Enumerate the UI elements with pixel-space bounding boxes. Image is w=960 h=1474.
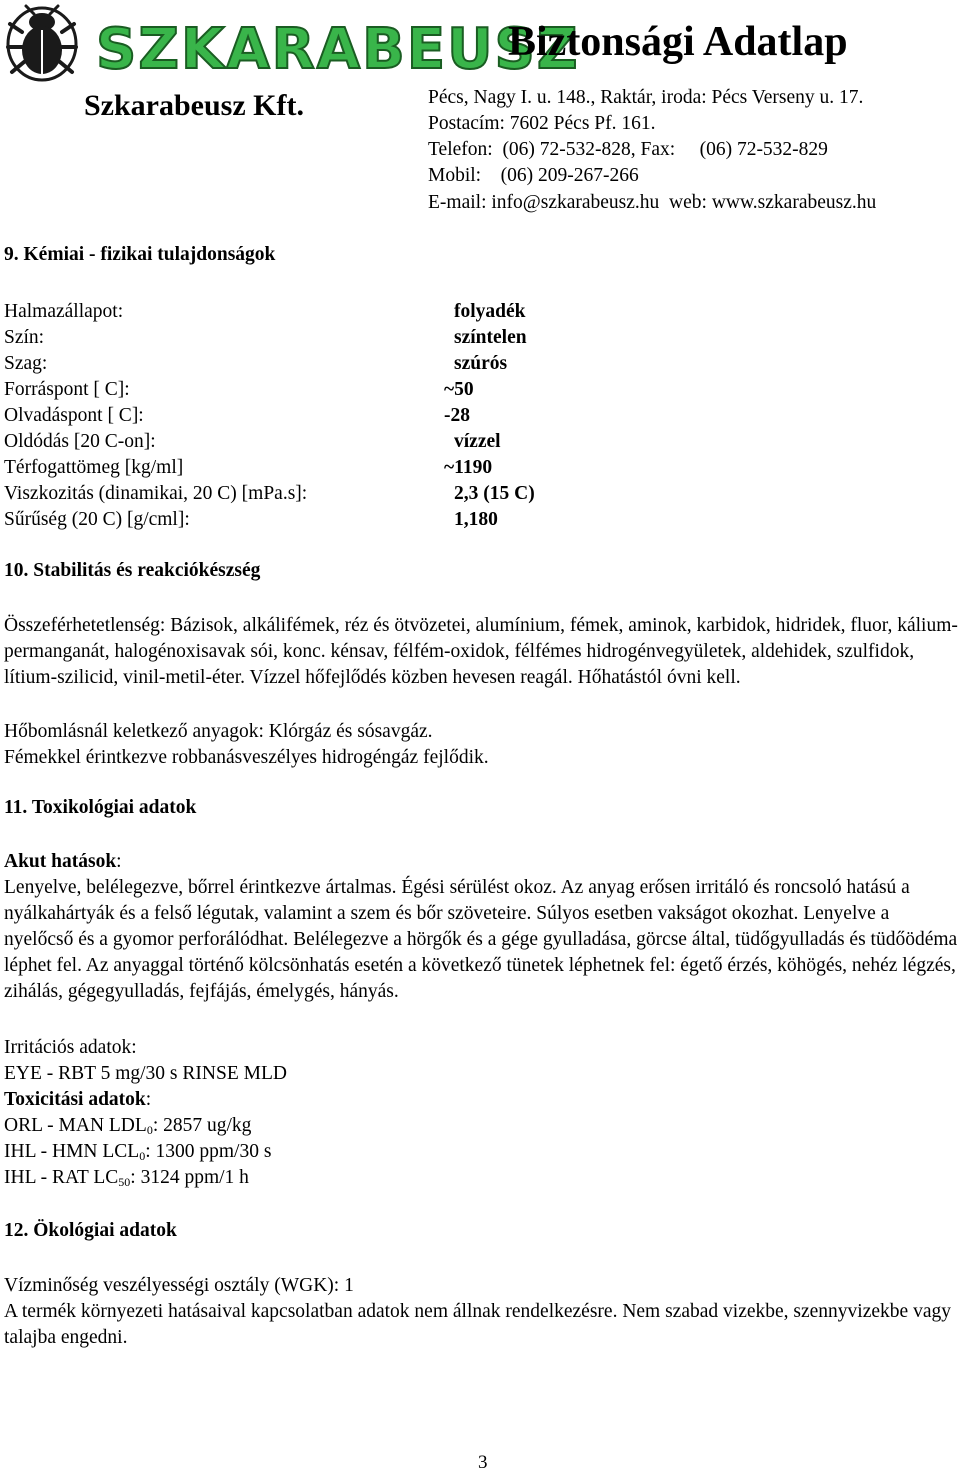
property-value: ~50 [444, 379, 474, 400]
ecology-text: A termék környezeti hatásaival kapcsolatban adatok nem állnak rendelkezésre. Nem szabad vizekbe, szennyvizekbe vagy talajba engedni. [4, 1301, 951, 1348]
property-value: színtelen [454, 327, 527, 348]
property-value: szúrós [454, 353, 508, 374]
property-label: Térfogattömeg [kg/ml] [4, 457, 184, 478]
scarab-icon [8, 6, 76, 80]
property-label: Oldódás [20 C-on]: [4, 431, 156, 452]
acute-effects-colon: : [116, 851, 122, 872]
toxicity-entry [4, 1165, 249, 1195]
property-value: 1,180 [454, 509, 498, 530]
toxicity-entry-text: ORL - MAN LDL [4, 1115, 147, 1136]
section-11-heading: 11. Toxikológiai adatok [4, 797, 197, 818]
property-label: Szag: [4, 353, 48, 374]
property-label: Viszkozitás (dinamikai, 20 C) [mPa.s]: [4, 483, 308, 504]
property-value: folyadék [454, 301, 526, 322]
contact-address: Pécs, Nagy I. u. 148., Raktár, iroda: Pécs Verseny u. 17. [428, 87, 864, 108]
property-label: Forráspont [ C]: [4, 379, 130, 400]
wgk-class: Vízminőség veszélyességi osztály (WGK): 1 [4, 1275, 354, 1296]
toxicity-label: Toxicitási adatok [4, 1089, 146, 1110]
property-value: ~1190 [444, 457, 493, 478]
property-value: vízzel [454, 431, 501, 452]
page-number: 3 [478, 1452, 488, 1473]
property-label: Szín: [4, 327, 45, 348]
property-label: Olvadáspont [ C]: [4, 405, 144, 426]
acute-effects-heading [4, 849, 122, 875]
toxicity-entry-text: IHL - RAT LC [4, 1167, 119, 1188]
toxicity-heading [4, 1087, 151, 1113]
company-logo [2, 2, 580, 82]
toxicity-entry-value: : 1300 ppm/30 s [145, 1141, 272, 1162]
scarab-logo-icon [2, 2, 580, 82]
toxicity-entry-subscript: 50 [118, 1175, 131, 1189]
decomposition-products: Hőbomlásnál keletkező anyagok: Klórgáz és sósavgáz. [4, 721, 433, 742]
property-value: -28 [444, 405, 470, 426]
property-value: 2,3 (15 C) [454, 483, 535, 504]
irritation-value: EYE - RBT 5 mg/30 s RINSE MLD [4, 1063, 287, 1084]
document-title: Biztonsági Adatlap [508, 19, 848, 65]
company-name: Szkarabeusz Kft. [84, 89, 304, 122]
property-label: Sűrűség (20 C) [g/cml]: [4, 509, 190, 530]
contact-email-web: E-mail: info@szkarabeusz.hu web: www.szkarabeusz.hu [428, 192, 877, 213]
incompatibility-paragraph: Összeférhetetlenség: Bázisok, alkálifémek, réz és ötvözetei, alumínium, fémek, aminok, karbidok, hidridek, fluor, kálium-permanganát, halogénoxisavak sói, konc. kénsav, félfém-oxidok, félfémes hidrogénvegyületek, aldehidek, szulfidok, lítium-szilicid, vinil-metil-éter. Vízzel hőfejlődés közben hevesen reagál. Hőhatástól óvni kell. [4, 615, 958, 688]
logo-wordmark: SZKARABEUSZ [96, 17, 580, 82]
toxicity-colon: : [145, 1089, 152, 1110]
section-10-heading: 10. Stabilitás és reakciókészség [4, 560, 261, 581]
metal-contact-warning: Fémekkel érintkezve robbanásveszélyes hidrogéngáz fejlődik. [4, 747, 489, 768]
toxicity-entry-text: IHL - HMN LCL [4, 1141, 140, 1162]
acute-effects-text: Lenyelve, belélegezve, bőrrel érintkezve ártalmas. Égési sérülést okoz. Az anyag erősen irritáló és roncsoló hatású a nyálkahártyák és a felső légutak, valamint a szem és bőr szöveteire. Súlyos esetben vakságot okozhat. Lenyelve a nyelőcső és a gyomor perforálódhat. Belélegezve a hörgők és a gége gyulladása, görcse által, tüdőgyulladás és tüdőödéma léphet fel. Az anyaggal történő kölcsönhatás esetén a következő tünetek léphetnek fel: égető érzés, köhögés, nehéz légzés, zihálás, gégegyulladás, fejfájás, émelygés, hányás. [4, 877, 958, 1002]
toxicity-entry-value: : 3124 ppm/1 h [130, 1167, 249, 1188]
irritation-label: Irritációs adatok: [4, 1037, 137, 1058]
contact-phone: Telefon: (06) 72-532-828, Fax: (06) 72-532-829 [428, 139, 828, 160]
contact-mobile: Mobil: (06) 209-267-266 [428, 165, 639, 186]
section-9-heading: 9. Kémiai - fizikai tulajdonságok [4, 244, 276, 265]
toxicity-entry-subscript: 0 [139, 1149, 146, 1163]
section-12-heading: 12. Ökológiai adatok [4, 1220, 177, 1241]
property-label: Halmazállapot: [4, 301, 124, 322]
toxicity-entry-subscript: 0 [146, 1123, 153, 1137]
toxicity-entry-value: : 2857 ug/kg [152, 1115, 252, 1136]
contact-postal: Postacím: 7602 Pécs Pf. 161. [428, 113, 656, 134]
acute-effects-label: Akut hatások [4, 851, 117, 872]
